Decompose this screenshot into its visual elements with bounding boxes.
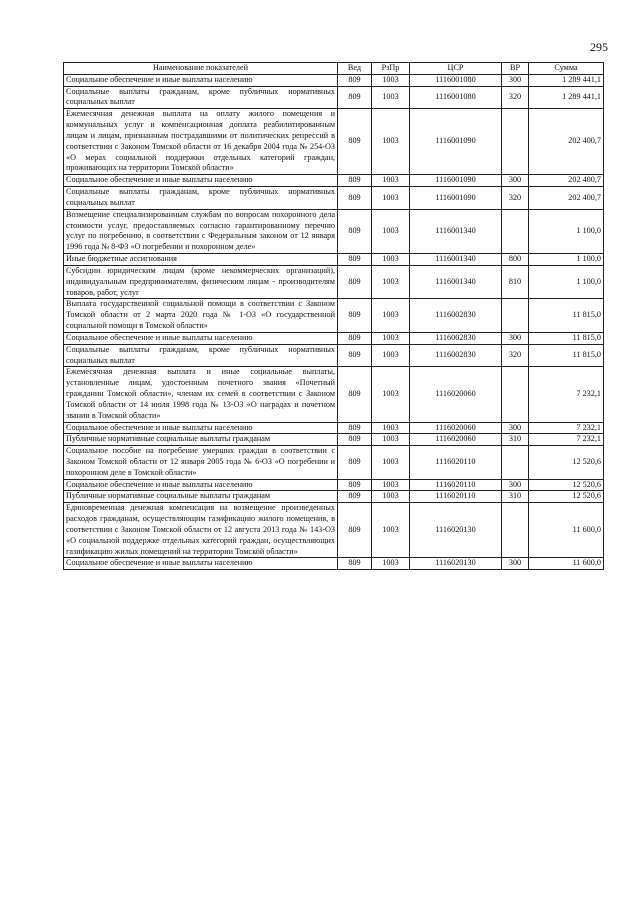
row-vr: 300	[502, 74, 529, 86]
row-csr: 1116001080	[410, 74, 502, 86]
row-sum: 1 100,0	[529, 265, 604, 298]
table-row	[64, 254, 604, 266]
table-row	[64, 299, 604, 332]
row-vr	[502, 503, 529, 558]
row-sum: 12 520,6	[529, 491, 604, 503]
row-ved: 809	[338, 503, 372, 558]
row-name: Возмещение специализированным службам по вопросам похоронного дела стоимости услуг, предоставляемых согласно гарантированному перечню услуг по погребению, в соответствии с Федеральным законом от 12 января 1996 года № 8-ФЗ «О погребении и похоронном деле»	[64, 209, 338, 253]
row-name: Социальное обеспечение и иные выплаты населению	[64, 422, 338, 434]
row-name: Выплата государственной социальной помощи в соответствии с Законом Томской области от 2 марта 2020 года № 1-ОЗ «О государственной социальной помощи в Томской области»	[64, 299, 338, 332]
header-csr: ЦСР	[410, 63, 502, 75]
row-name: Иные бюджетные ассигнования	[64, 254, 338, 266]
row-vr: 800	[502, 254, 529, 266]
row-csr: 1116001090	[410, 175, 502, 187]
row-rzpr: 1003	[372, 558, 410, 570]
row-name: Субсидии юридическим лицам (кроме некоммерческих организаций), индивидуальным предпринимателям, физическим лицам - производителям товаров, работ, услуг	[64, 265, 338, 298]
row-sum: 11 600,0	[529, 503, 604, 558]
budget-table	[63, 62, 604, 570]
row-vr	[502, 367, 529, 422]
table-row	[64, 344, 604, 367]
row-vr	[502, 299, 529, 332]
row-name: Единовременная денежная компенсация на возмещение произведенных расходов гражданам, осуществляющим газификацию жилого помещения, в соответствии с Законом Томской области от 12 августа 2013 года № 143-ОЗ «О социальной поддержке отдельных категорий граждан, осуществляющих газификацию жилых помещений на территории Томской области»	[64, 503, 338, 558]
row-sum: 1 100,0	[529, 209, 604, 253]
header-vr: ВР	[502, 63, 529, 75]
header-ved: Вед	[338, 63, 372, 75]
row-name: Социальное обеспечение и иные выплаты населению	[64, 332, 338, 344]
row-ved: 809	[338, 265, 372, 298]
row-csr: 1116001090	[410, 187, 502, 210]
row-ved: 809	[338, 209, 372, 253]
row-rzpr: 1003	[372, 265, 410, 298]
table-row	[64, 74, 604, 86]
row-vr: 320	[502, 86, 529, 109]
row-csr: 1116020060	[410, 367, 502, 422]
table-row	[64, 332, 604, 344]
row-name: Социальные выплаты гражданам, кроме публичных нормативных социальных выплат	[64, 344, 338, 367]
row-vr: 310	[502, 434, 529, 446]
row-rzpr: 1003	[372, 299, 410, 332]
page-number: 295	[590, 40, 608, 54]
row-ved: 809	[338, 254, 372, 266]
row-csr: 1116001340	[410, 265, 502, 298]
row-sum: 7 232,1	[529, 422, 604, 434]
row-sum: 202 400,7	[529, 175, 604, 187]
row-sum: 1 100,0	[529, 254, 604, 266]
row-csr: 1116001090	[410, 109, 502, 175]
row-rzpr: 1003	[372, 86, 410, 109]
table-row	[64, 479, 604, 491]
row-vr: 300	[502, 558, 529, 570]
row-csr: 1116020060	[410, 422, 502, 434]
row-rzpr: 1003	[372, 503, 410, 558]
row-csr: 1116020110	[410, 479, 502, 491]
row-sum: 11 815,0	[529, 299, 604, 332]
row-vr: 300	[502, 175, 529, 187]
row-name: Ежемесячная денежная выплата на оплату жилого помещения и коммунальных услуг и компенсационная доплата реабилитированным лицам и лицам, признанным пострадавшими от политических репрессий в соответствии с Законом Томской области от 16 декабря 2004 года № 254-ОЗ «О мерах социальной поддержки отдельных категорий граждан, проживающих на территории Томской области»	[64, 109, 338, 175]
table-row	[64, 187, 604, 210]
table-row	[64, 209, 604, 253]
row-name: Социальное обеспечение и иные выплаты населению	[64, 558, 338, 570]
row-csr: 1116020130	[410, 503, 502, 558]
row-rzpr: 1003	[372, 422, 410, 434]
row-csr: 1116020110	[410, 491, 502, 503]
row-vr: 810	[502, 265, 529, 298]
row-vr	[502, 446, 529, 479]
row-vr: 300	[502, 332, 529, 344]
row-name: Социальное обеспечение и иные выплаты населению	[64, 479, 338, 491]
row-sum: 202 400,7	[529, 109, 604, 175]
row-ved: 809	[338, 187, 372, 210]
row-csr: 1116001340	[410, 254, 502, 266]
row-ved: 809	[338, 422, 372, 434]
row-rzpr: 1003	[372, 187, 410, 210]
row-sum: 7 232,1	[529, 367, 604, 422]
row-csr: 1116020130	[410, 558, 502, 570]
row-name: Публичные нормативные социальные выплаты гражданам	[64, 491, 338, 503]
row-ved: 809	[338, 175, 372, 187]
row-sum: 11 815,0	[529, 344, 604, 367]
row-ved: 809	[338, 479, 372, 491]
row-ved: 809	[338, 491, 372, 503]
row-vr: 320	[502, 344, 529, 367]
row-sum: 11 600,0	[529, 558, 604, 570]
row-rzpr: 1003	[372, 446, 410, 479]
row-csr: 1116020110	[410, 446, 502, 479]
row-rzpr: 1003	[372, 254, 410, 266]
header-rzpr: РзПр	[372, 63, 410, 75]
row-ved: 809	[338, 74, 372, 86]
row-vr: 310	[502, 491, 529, 503]
row-rzpr: 1003	[372, 209, 410, 253]
row-vr: 320	[502, 187, 529, 210]
row-rzpr: 1003	[372, 434, 410, 446]
row-vr	[502, 109, 529, 175]
table-body	[64, 74, 604, 569]
row-name: Ежемесячная денежная выплата и иные социальные выплаты, установленные лицам, удостоенным почетного звания «Почетный гражданин Томской области», членам их семей в соответствии с Законом Томской области от 14 июля 1998 года № 13-ОЗ «О наградах и почетном звании в Томской области»	[64, 367, 338, 422]
row-csr: 1116002830	[410, 299, 502, 332]
row-csr: 1116001080	[410, 86, 502, 109]
row-rzpr: 1003	[372, 109, 410, 175]
table-row	[64, 558, 604, 570]
row-ved: 809	[338, 86, 372, 109]
row-rzpr: 1003	[372, 367, 410, 422]
row-name: Социальное пособие на погребение умерших граждан в соответствии с Законом Томской области от 12 января 2005 года № 6-ОЗ «О погребении и похоронном деле в Томской области»	[64, 446, 338, 479]
row-ved: 809	[338, 109, 372, 175]
row-sum: 12 520,6	[529, 479, 604, 491]
row-sum: 202 400,7	[529, 187, 604, 210]
table-header-row	[64, 63, 604, 75]
row-name: Социальные выплаты гражданам, кроме публичных нормативных социальных выплат	[64, 86, 338, 109]
table-row	[64, 434, 604, 446]
table-row	[64, 86, 604, 109]
row-sum: 1 289 441,1	[529, 86, 604, 109]
table-row	[64, 491, 604, 503]
row-sum: 1 289 441,1	[529, 74, 604, 86]
row-rzpr: 1003	[372, 175, 410, 187]
table-row	[64, 109, 604, 175]
row-rzpr: 1003	[372, 479, 410, 491]
row-vr: 300	[502, 422, 529, 434]
row-sum: 11 815,0	[529, 332, 604, 344]
header-sum: Сумма	[529, 63, 604, 75]
header-name: Наименование показателей	[64, 63, 338, 75]
table-row	[64, 367, 604, 422]
table-row	[64, 446, 604, 479]
row-ved: 809	[338, 332, 372, 344]
row-csr: 1116002830	[410, 344, 502, 367]
row-sum: 7 232,1	[529, 434, 604, 446]
row-vr: 300	[502, 479, 529, 491]
table-row	[64, 175, 604, 187]
row-ved: 809	[338, 446, 372, 479]
row-csr: 1116002830	[410, 332, 502, 344]
row-sum: 12 520,6	[529, 446, 604, 479]
row-name: Социальные выплаты гражданам, кроме публичных нормативных социальных выплат	[64, 187, 338, 210]
row-ved: 809	[338, 344, 372, 367]
row-vr	[502, 209, 529, 253]
row-csr: 1116001340	[410, 209, 502, 253]
table-row	[64, 503, 604, 558]
row-rzpr: 1003	[372, 491, 410, 503]
row-name: Публичные нормативные социальные выплаты гражданам	[64, 434, 338, 446]
row-rzpr: 1003	[372, 332, 410, 344]
row-ved: 809	[338, 367, 372, 422]
row-rzpr: 1003	[372, 344, 410, 367]
table-row	[64, 265, 604, 298]
row-rzpr: 1003	[372, 74, 410, 86]
row-ved: 809	[338, 558, 372, 570]
row-csr: 1116020060	[410, 434, 502, 446]
row-ved: 809	[338, 299, 372, 332]
row-name: Социальное обеспечение и иные выплаты населению	[64, 175, 338, 187]
row-ved: 809	[338, 434, 372, 446]
row-name: Социальное обеспечение и иные выплаты населению	[64, 74, 338, 86]
table-row	[64, 422, 604, 434]
